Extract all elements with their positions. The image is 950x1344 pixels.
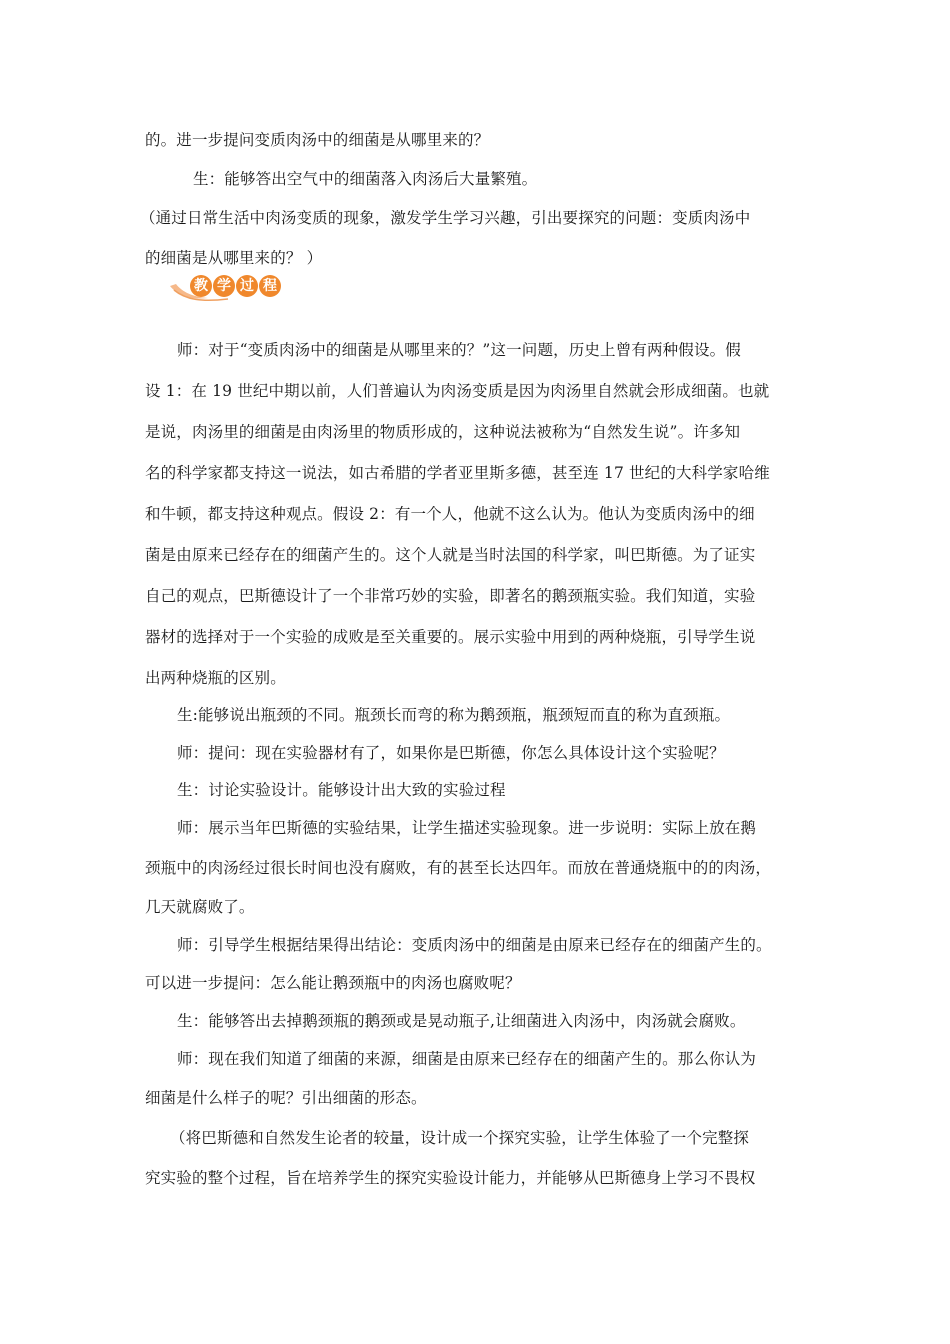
paragraph-line: （将巴斯德和自然发生论者的较量，设计成一个探究实验，让学生体验了一个完整探 [170,1129,750,1147]
paragraph-line: 生：能够答出去掉鹅颈瓶的鹅颈或是晃动瓶子,让细菌进入肉汤中，肉汤就会腐败。 [177,1012,746,1030]
paragraph-line: 是说，肉汤里的细菌是由肉汤里的物质形成的，这种说法被称为“自然发生说”。许多知 [145,423,741,441]
paragraph-line: 的。进一步提问变质肉汤中的细菌是从哪里来的？ [145,131,490,149]
title-char: 程 [259,275,281,297]
paragraph-line: 出两种烧瓶的区别。 [145,669,286,687]
paragraph-line: 和牛顿，都支持这种观点。假设 2：有一个人，他就不这么认为。他认为变质肉汤中的细 [145,505,755,523]
paragraph-line: 生:能够说出瓶颈的不同。瓶颈长而弯的称为鹅颈瓶，瓶颈短而直的称为直颈瓶。 [177,706,731,724]
section-title-teaching-process [168,270,298,304]
paragraph-line: 菌是由原来已经存在的细菌产生的。这个人就是当时法国的科学家，叫巴斯德。为了证实 [145,546,756,564]
paragraph-line: 名的科学家都支持这一说法，如古希腊的学者亚里斯多德，甚至连 17 世纪的大科学家哈维 [145,464,770,482]
paragraph-line: 师：展示当年巴斯德的实验结果，让学生描述实验现象。进一步说明：实际上放在鹅 [177,819,757,837]
title-char: 学 [213,275,235,297]
paragraph-line: 师：提问：现在实验器材有了，如果你是巴斯德，你怎么具体设计这个实验呢？ [177,744,725,762]
paragraph-line: 细菌是什么样子的呢？引出细菌的形态。 [145,1089,427,1107]
paragraph-line: 器材的选择对于一个实验的成败是至关重要的。展示实验中用到的两种烧瓶，引导学生说 [145,628,756,646]
paragraph-line: 究实验的整个过程，旨在培养学生的探究实验设计能力，并能够从巴斯德身上学习不畏权 [145,1169,756,1187]
paragraph-line: 几天就腐败了。 [145,898,255,916]
paragraph-line: 颈瓶中的肉汤经过很长时间也没有腐败，有的甚至长达四年。而放在普通烧瓶中的的肉汤， [145,859,772,877]
paragraph-line: 师：引导学生根据结果得出结论：变质肉汤中的细菌是由原来已经存在的细菌产生的。 [177,936,772,954]
title-char: 教 [190,275,212,297]
title-char: 过 [236,275,258,297]
paragraph-line: 生：讨论实验设计。能够设计出大致的实验过程 [177,781,506,799]
paragraph-line: （通过日常生活中肉汤变质的现象，激发学生学习兴趣，引出要探究的问题：变质肉汤中 [140,209,751,227]
paragraph-line: 师：对于“变质肉汤中的细菌是从哪里来的？”这一问题，历史上曾有两种假设。假 [177,341,741,359]
paragraph-line: 自己的观点，巴斯德设计了一个非常巧妙的实验，即著名的鹅颈瓶实验。我们知道，实验 [145,587,756,605]
paragraph-line: 生：能够答出空气中的细菌落入肉汤后大量繁殖。 [193,170,538,188]
paragraph-line: 可以进一步提问：怎么能让鹅颈瓶中的肉汤也腐败呢？ [145,974,521,992]
paragraph-line: 的细菌是从哪里来的？ ） [145,249,323,267]
paragraph-line: 师：现在我们知道了细菌的来源，细菌是由原来已经存在的细菌产生的。那么你认为 [177,1050,757,1068]
paragraph-line: 设 1：在 19 世纪中期以前，人们普遍认为肉汤变质是因为肉汤里自然就会形成细菌。也就 [145,382,770,400]
